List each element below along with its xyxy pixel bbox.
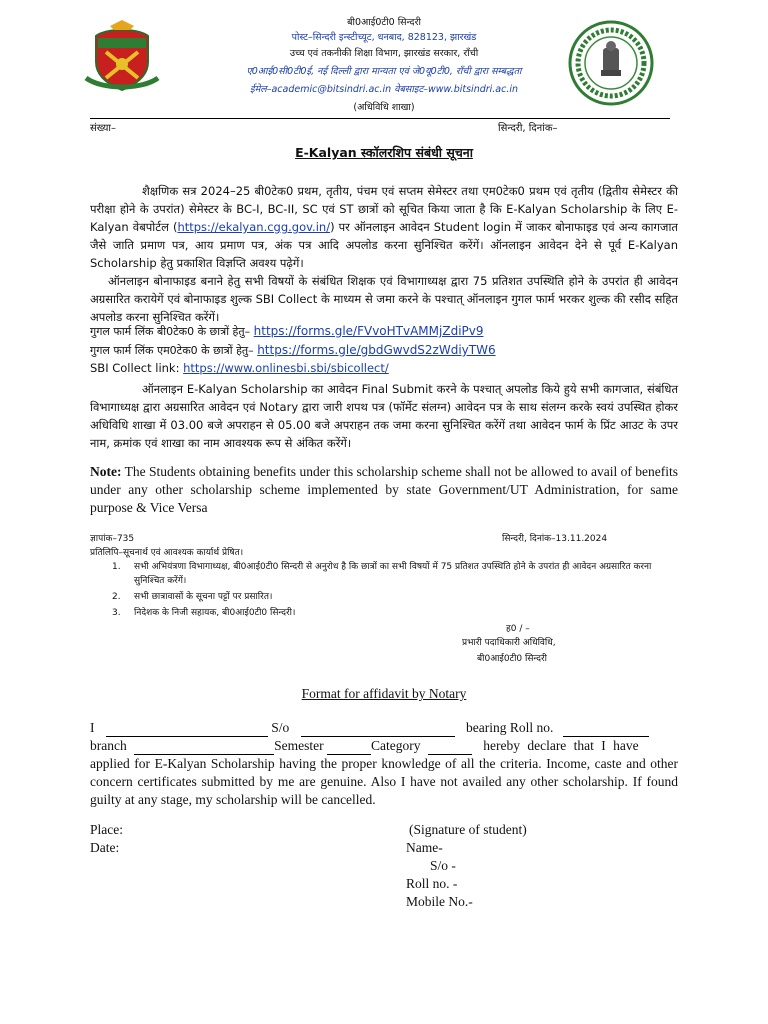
affidavit-body: applied for E-Kalyan Scholarship having the proper knowledge of all the criteria. Income, caste and other concern certificates submitted by me are genuine. Also I have not availed any other scholarship. If found guilty at any stage, my scholarship will be cancelled. [90, 756, 678, 807]
paragraph-1-text: शैक्षणिक सत्र 2024–25 बी0टेक0 प्रथम, तृतीय, पंचम एवं सप्तम सेमेस्टर तथा एम0टेक0 प्रथम एवं तृतीय (द्वितीय सेमेस्टर की परीक्षा होने के उपरांत) सेमेस्टर के BC-I, BC-II, SC एवं ST छात्रों को सूचित किया जाता है कि E-Kalyan Scholarship के लिए E-Kalyan वेबपोर्टल ( [90, 184, 678, 234]
btech-link-row [90, 324, 484, 339]
copy-item-2-text: सभी छात्रावासों के सूचना पट्टों पर प्रसारित। [134, 592, 273, 602]
affidavit-place: Place: [90, 822, 123, 837]
signature-mark: ह0 / – [506, 624, 530, 634]
note-text: The Students obtaining benefits under this scholarship scheme shall not be allowed to avail of benefits under any other scholarship scheme implemented by state Government/UT Administration, for same purpose & Vice Versa [90, 464, 678, 515]
student-name-label: Name- [406, 840, 443, 855]
student-so-label: S/o - [430, 858, 456, 873]
institute-address: पोस्ट–सिन्दरी इन्स्टीच्यूट, धनबाद, 828123, झारखंड [291, 32, 477, 43]
contact-line: ईमेल–academic@bitsindri.ac.in वेबसाइट–www.bitsindri.ac.in [249, 84, 519, 95]
copy-list-item: 1. सभी अभियंत्रणा विभागाध्यक्ष, बी0आई0टी0 सिन्दरी से अनुरोध है कि छात्रों का सभी विषयों में 75 प्रतिशत उपस्थिति होने के उपरांत ही आवेदन अग्रसारित करना सुनिश्चित करेंगें। [112, 560, 672, 588]
department-line: उच्च एवं तकनीकी शिक्षा विभाग, झारखंड सरकार, राँची [289, 48, 479, 59]
note-paragraph [90, 463, 678, 517]
notice-paragraph-2: ऑनलाइन बोनाफाइड बनाने हेतु सभी विषयों के संबंधित शिक्षक एवं विभागाध्यक्ष द्वारा 75 प्रतिशत उपस्थिति होने के उपरांत ही आवेदन अग्रसारित करायेगें एवं बोनाफाइड शुल्क SBI Collect के माध्यम से जमा करने के पश्चात् ऑनलाइन गुगल फार्म भरकर शुल्क की रसीद सहित अपलोड करना सुनिश्चित करेंगें। [90, 274, 678, 324]
place-date-label: सिन्दरी, दिनांक– [498, 123, 558, 134]
semester-blank[interactable] [327, 741, 371, 755]
copy-list [112, 560, 672, 620]
officer-title: प्रभारी पदाधिकारी अधिविधि, [462, 638, 556, 648]
sbi-link-label: SBI Collect link: [90, 361, 180, 375]
mtech-google-form-link[interactable]: https://forms.gle/gbdGwvdS2zWdiyTW6 [257, 343, 496, 357]
notice-title: E-Kalyan स्कॉलरशिप संबंधी सूचना [295, 145, 473, 160]
affidavit-i: I [90, 720, 95, 735]
notice-paragraph-3: ऑनलाइन E-Kalyan Scholarship का आवेदन Final Submit करने के पश्चात् अपलोड किये हुये सभी कागजात, संबंधित विभागाध्यक्ष द्वारा अग्रसारित आवेदन एवं Notary द्वारा जारी शपथ पत्र (फॉर्मेट संलग्न) आवेदन पत्र के साथ संलग्न करके स्वयं उपस्थित होकर अधिविधि शाखा में 03.00 बजे अपराहन से 05.00 बजे अपराहन तक जमा करना सुनिश्चित करेंगें तथा आवेदन फार्म के प्रिंट आउट के उपर नाम, क्रमांक एवं शाखा का नाम आवश्यक रूप से अंकित करेंगें। [90, 382, 678, 450]
affidavit-bearing: bearing Roll no. [466, 720, 554, 735]
copy-item-1-text: सभी अभियंत्रणा विभागाध्यक्ष, बी0आई0टी0 सिन्दरी से अनुरोध है कि छात्रों का सभी विषयों में 75 प्रतिशत उपस्थिति होने के उपरांत ही आवेदन अग्रसारित करना सुनिश्चित करेंगें। [134, 562, 652, 586]
affidavit-so: S/o [271, 720, 290, 735]
affidavit-category: Category [370, 738, 421, 753]
category-blank[interactable] [428, 741, 472, 755]
institute-name: बी0आई0टी0 सिन्दरी [347, 17, 421, 28]
header-rule [90, 118, 670, 119]
mtech-link-row [90, 343, 496, 358]
copy-list-item: 3. निदेशक के निजी सहायक, बी0आई0टी0 सिन्दरी। [112, 608, 296, 618]
ekalyan-portal-link[interactable]: https://ekalyan.cgg.gov.in/ [177, 220, 331, 234]
branch-blank[interactable] [134, 741, 274, 755]
student-signature-label: (Signature of student) [409, 822, 527, 837]
mtech-link-label: गुगल फार्म लिंक एम0टेक0 के छात्रों हेतु– [90, 344, 254, 357]
name-blank[interactable] [106, 723, 268, 737]
affidavit-date: Date: [90, 840, 120, 855]
reference-number-label: संख्या– [90, 123, 116, 134]
officer-organization: बी0आई0टी0 सिन्दरी [477, 654, 547, 664]
btech-google-form-link[interactable]: https://forms.gle/FVvoHTvAMMjZdiPv9 [253, 324, 484, 338]
affidavit-branch: branch [90, 738, 127, 753]
father-name-blank[interactable] [301, 723, 455, 737]
memo-date: सिन्दरी, दिनांक–13.11.2024 [502, 534, 608, 544]
copy-item-3-text: निदेशक के निजी सहायक, बी0आई0टी0 सिन्दरी। [134, 608, 296, 618]
memo-number: ज्ञापांक–735 [90, 534, 135, 544]
approval-line: ए0आई0सी0टी0ई, नई दिल्ली द्वारा मान्यता एवं जे0यू0टी0, राँची द्वारा सम्बद्धता [246, 66, 522, 77]
copy-to-line: प्रतिलिपि–सूचनार्थ एवं आवश्यक कार्यार्थ प्रेषित। [90, 548, 244, 558]
affidavit-line-1 [90, 719, 680, 737]
sbi-link-row [90, 361, 389, 375]
section-name: (अधिविधि शाखा) [353, 102, 415, 113]
paragraph-1-end-text: ) पर ऑनलाइन आवेदन Student login में जाकर बोनाफाइड एवं अन्य कागजात जैसे जाति प्रमाण पत्र, आय प्रमाण पत्र, अंक पत्र आदि अपलोड करना सुनिश्चित करेंगें। ऑनलाइन आवेदन देने से पूर्व E-Kalyan Scholarship हेतु प्रकाशित विज्ञप्ति अवश्य पढ़ेगें। [90, 220, 678, 270]
note-label: Note: [90, 464, 122, 479]
sbi-collect-link[interactable]: https://www.onlinesbi.sbi/sbicollect/ [183, 361, 389, 375]
notice-paragraph-1 [90, 182, 678, 272]
affidavit-declare: hereby declare that I have [483, 738, 639, 753]
affidavit-semester: Semester [274, 738, 324, 753]
affidavit-line-2 [90, 737, 680, 755]
roll-no-blank[interactable] [563, 723, 649, 737]
student-mobile-label: Mobile No.- [406, 894, 473, 909]
copy-list-item: 2. सभी छात्रावासों के सूचना पट्टों पर प्रसारित। [112, 592, 273, 602]
affidavit-title: Format for affidavit by Notary [301, 686, 467, 701]
student-roll-label: Roll no. - [406, 876, 458, 891]
btech-link-label: गुगल फार्म लिंक बी0टेक0 के छात्रों हेतु– [90, 325, 251, 338]
